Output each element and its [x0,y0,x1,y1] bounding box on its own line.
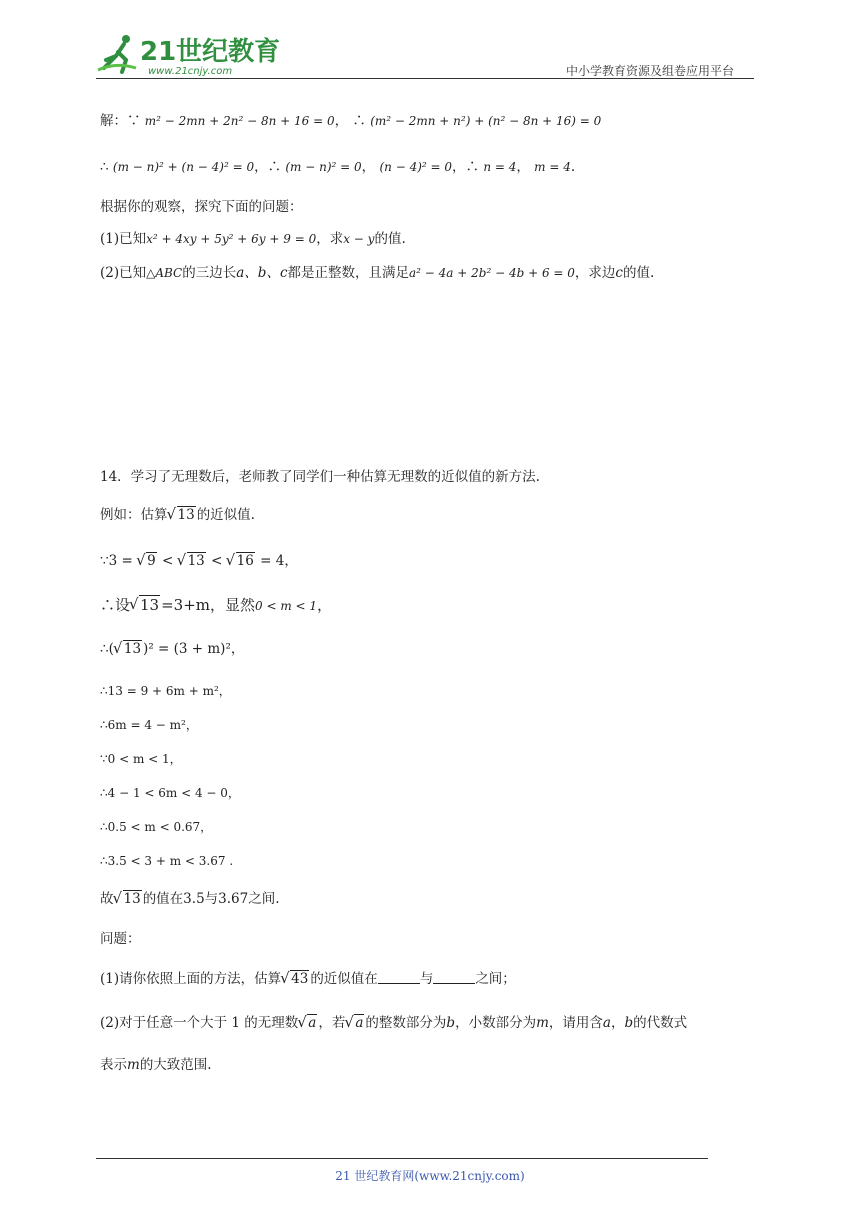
therefore-symbol: ∴ [100,159,109,175]
q13-part-1 [100,230,406,248]
radicand: 43 [291,971,309,987]
page-header [0,0,860,84]
sqrt-symbol [114,890,142,908]
equation: m² − 2mn + 2n² − 8n + 16 = 0 [144,114,335,128]
text: ，若 [318,1015,346,1031]
radicand: a [308,1015,317,1031]
sqrt-symbol [345,1014,364,1032]
equation: m = 4 [534,160,571,174]
text: (1)请你依照上面的方法，估算 [100,971,282,987]
text: 的值. [374,231,406,247]
radicand: 9 [147,553,156,569]
text: ，请用含 [548,1015,603,1031]
text: ∵3 = [100,553,133,569]
separator: ， [334,113,349,129]
expression: x − y [343,232,375,246]
part-label: (1)已知 [100,231,147,247]
radicand: a [355,1015,364,1031]
q14-part-2-line-2 [100,1056,212,1074]
variable: m [127,1057,140,1073]
sqrt-symbol [281,970,309,988]
equation: n = 4 [483,160,517,174]
text: 例如：估算 [100,507,168,523]
equation: x² + 4xy + 5y² + 6y + 9 = 0 [146,232,317,246]
text: 之间； [475,971,516,987]
text: = 4， [260,553,298,569]
variable: m [536,1015,549,1031]
sqrt-symbol [130,596,160,614]
sqrt-symbol [298,1014,317,1032]
inequality: 0 < m < 1 [255,599,318,613]
q14-example [100,506,255,524]
q14-step-4: ∴13 = 9 + 6m + m²， [100,684,231,698]
operator: < [161,553,174,569]
text: 的值在3.5与3.67之间. [142,891,280,907]
part-label: (2)已知 [100,265,147,281]
sqrt-symbol [137,552,157,570]
text: (2)对于任意一个大于 1 的无理数 [100,1015,299,1031]
separator: ， [516,159,530,175]
radicand: 16 [236,553,254,569]
solution-label: 解： [100,113,127,129]
text: 的值. [622,265,655,281]
text: ， [610,1015,625,1031]
text: 的近似值在 [310,971,378,987]
separator: ， [361,159,376,175]
answer-blank-2[interactable] [433,971,475,984]
q14-step-2 [100,596,332,615]
radicand: 13 [177,507,195,523]
text: =3+m，显然 [161,596,256,614]
q14-step-5: ∴6m = 4 − m²， [100,718,198,732]
text: ，求 [316,231,344,247]
separator: ，∴ [452,159,480,175]
because-symbol: ∵ [127,113,141,129]
text: ，求边 [574,265,616,281]
logo-text: 21世纪教育 [140,37,281,67]
q14-conclusion [100,890,280,908]
logo-graphic [96,30,281,78]
text: 表示 [100,1057,127,1073]
header-platform-name: 中小学教育资源及组卷应用平台 [566,64,735,78]
text: 的代数式 [633,1015,688,1031]
text: 与 [419,971,434,987]
footer-divider [96,1158,708,1159]
footer-link[interactable]: 21 世纪教育网(www.21cnjy.com) [335,1169,525,1183]
operator: < [211,553,223,569]
q14-step-6: ∵0 < m < 1， [100,752,182,766]
period: . [570,159,576,175]
radicand: 13 [140,596,160,614]
equation: a² − 4a + 2b² − 4b + 6 = 0 [409,266,575,280]
equation: (m − n)² + (n − 4)² = 0 [112,160,255,174]
logo-url: www.21cnjy.com [148,66,233,77]
variables: a、b、c [236,265,288,281]
solution-line-2 [100,158,575,176]
radicand: 13 [123,641,142,657]
answer-blank-1[interactable] [378,971,420,984]
q14-step-1 [100,552,298,570]
q14-step-9: ∴3.5 < 3 + m < 3.67 . [100,854,234,868]
equation: (n − 4)² = 0 [379,160,453,174]
header-divider [96,78,754,79]
sqrt-symbol [227,552,255,570]
therefore-symbol: ∴ [352,113,366,129]
q14-step-7: ∴4 − 1 < 6m < 4 − 0， [100,786,240,800]
text: ∴( [100,641,114,657]
q14-part-1 [100,970,516,988]
text: 的三边长 [182,265,237,281]
text: 的大致范围. [139,1057,212,1073]
text: 都是正整数，且满足 [287,265,410,281]
text: ∴设 [100,596,131,614]
radicand: 13 [123,891,141,907]
radicand: 13 [187,553,205,569]
q14-step-3 [100,640,244,658]
text: )² = (3 + m)²， [143,641,245,657]
variable: c [615,265,623,281]
site-logo[interactable] [96,30,281,78]
sqrt-symbol [168,506,196,524]
variable: b [446,1015,456,1031]
q13-part-2 [100,264,654,282]
q14-step-8: ∴0.5 < m < 0.67， [100,820,213,834]
variable: b [624,1015,634,1031]
q13-intro: 根据你的观察，探究下面的问题： [100,199,303,215]
equation: (m² − 2mn + n²) + (n² − 8n + 16) = 0 [370,114,602,128]
text: 的近似值. [196,507,255,523]
text: 的整数部分为 [365,1015,447,1031]
q14-part-2-line-1 [100,1014,687,1032]
triangle-label: △ABC [146,266,183,280]
equation: (m − n)² = 0 [285,160,362,174]
q14-stem: 14．学习了无理数后，老师教了同学们一种估算无理数的近似值的新方法. [100,469,540,485]
text: 故 [100,891,114,907]
solution-line-1 [100,112,601,130]
sqrt-symbol [114,640,142,658]
sqrt-symbol [178,552,206,570]
text: ，小数部分为 [455,1015,537,1031]
separator: ，∴ [254,159,282,175]
q14-question-label: 问题： [100,931,141,947]
variable: a [602,1015,611,1031]
text: ， [317,596,333,614]
